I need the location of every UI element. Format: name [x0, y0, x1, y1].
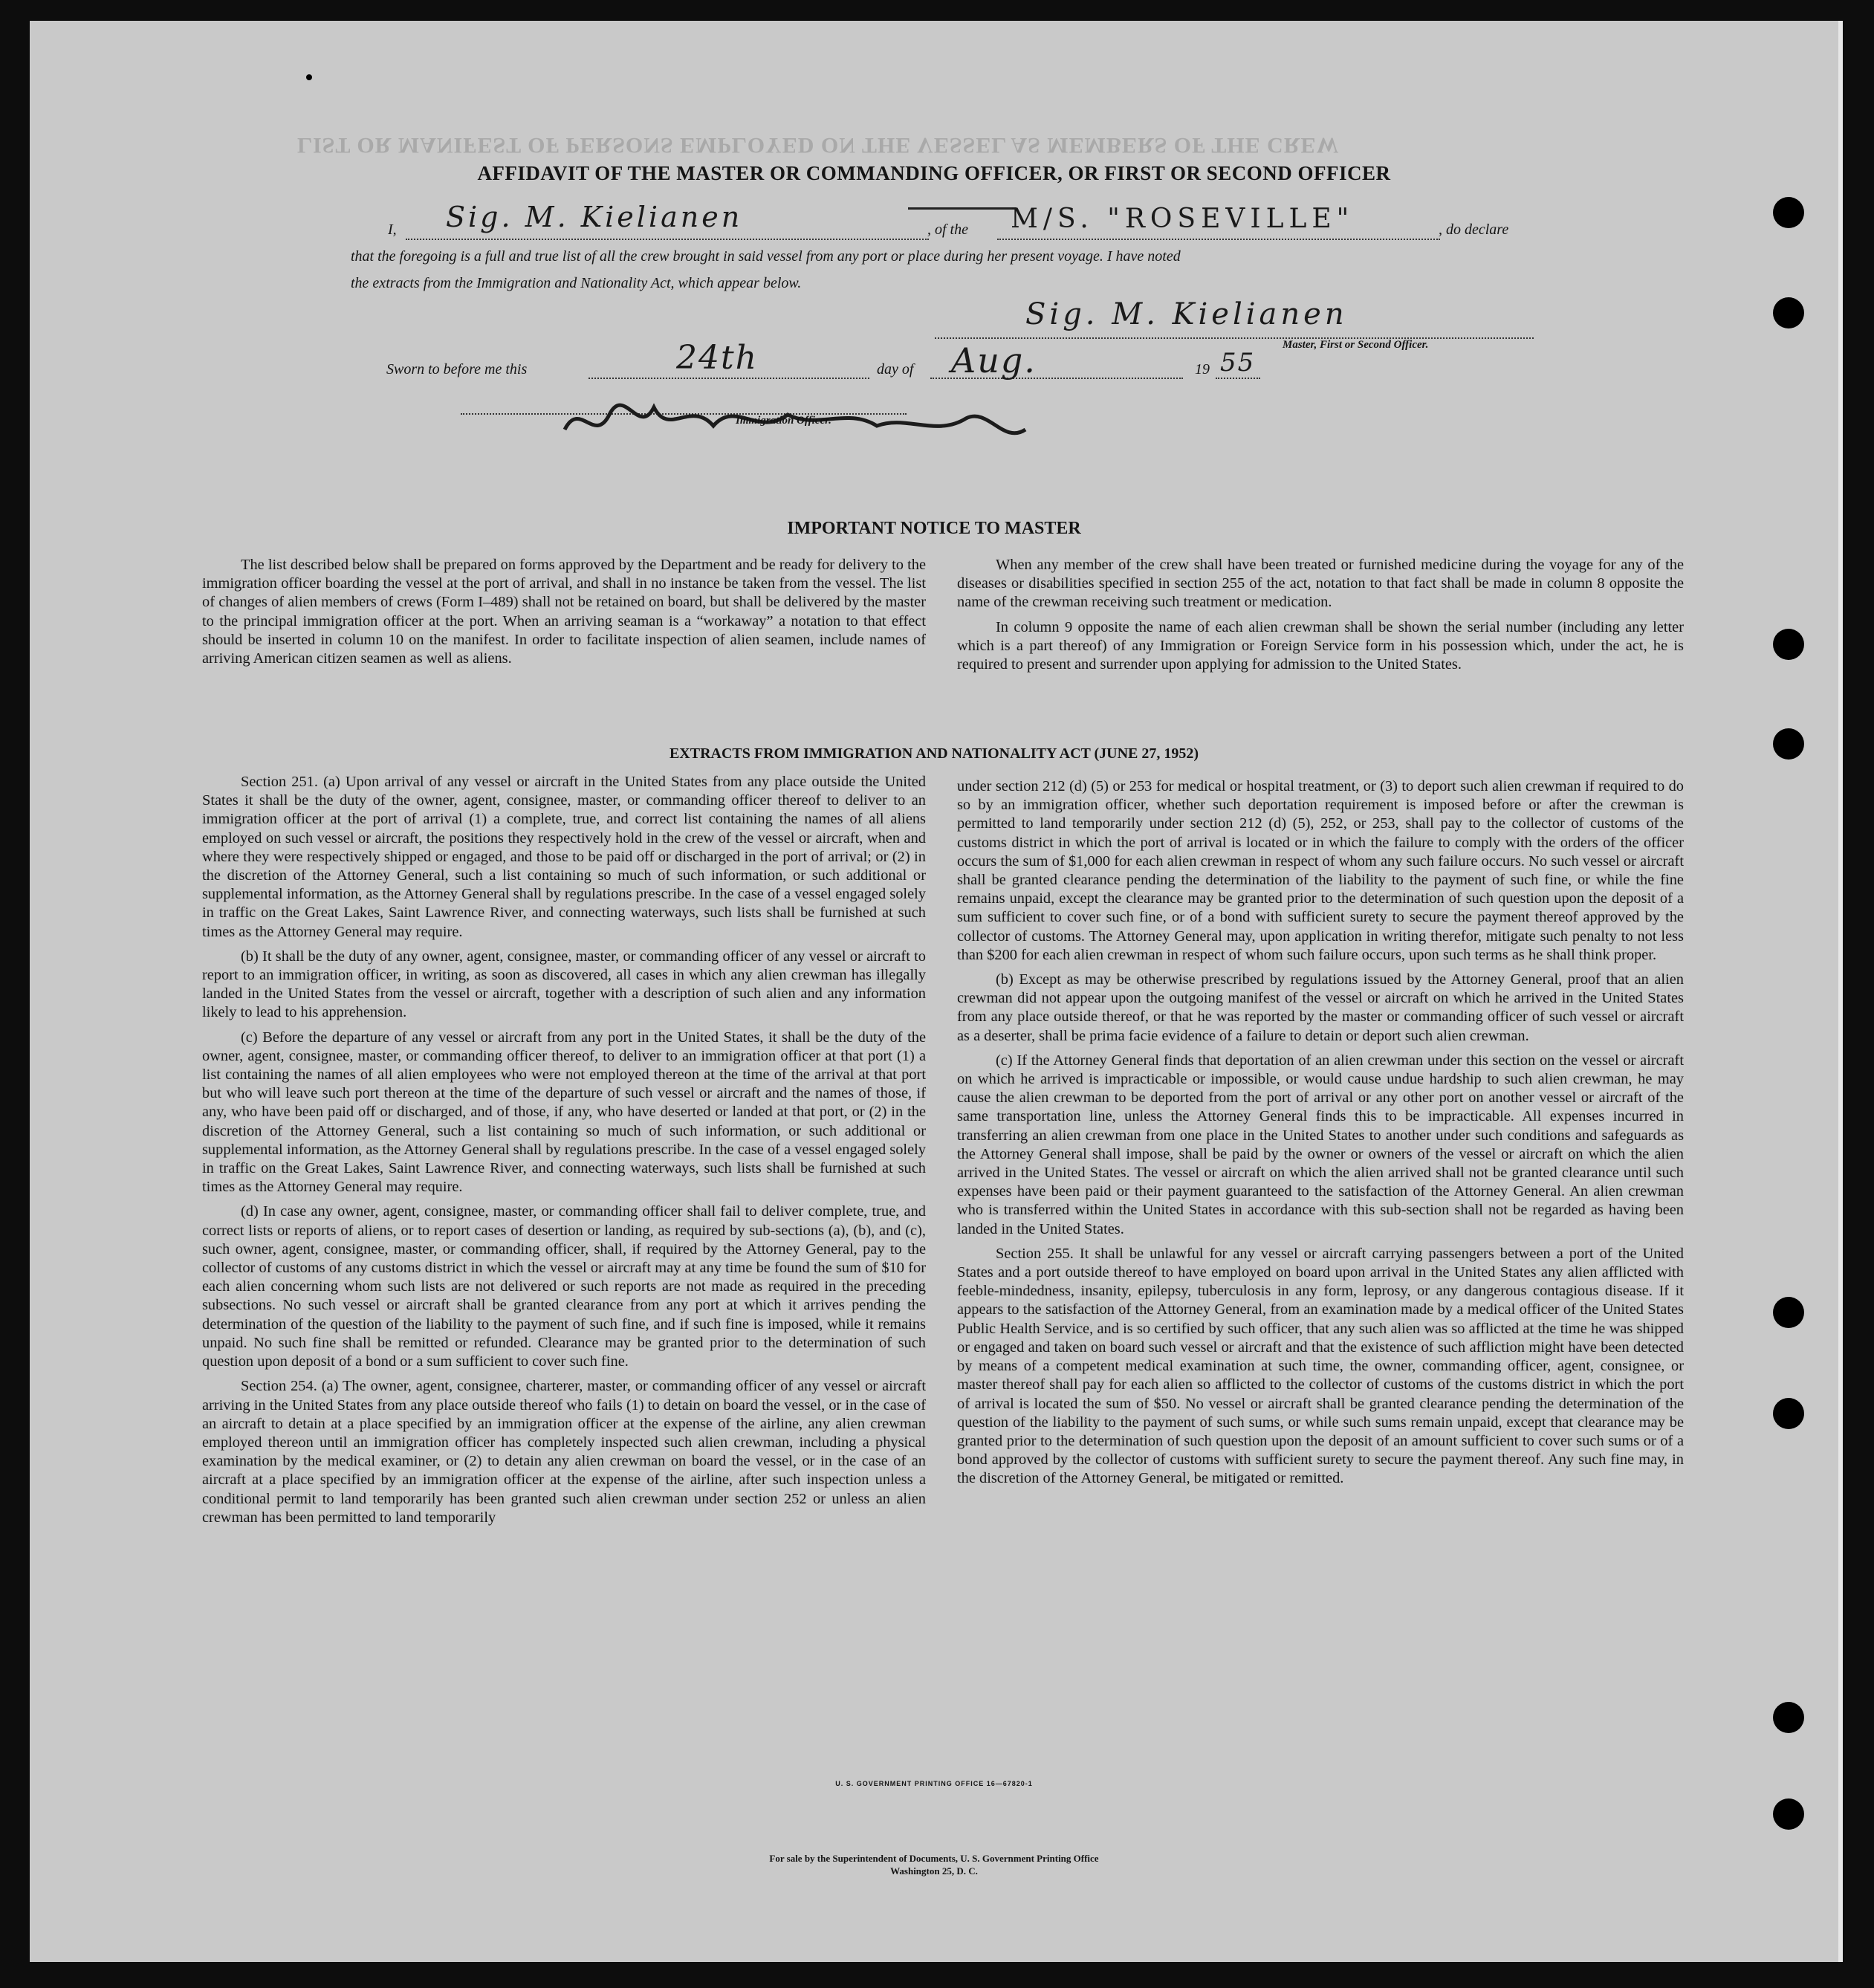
extracts-right-column	[957, 777, 1684, 1495]
year-handwriting: 55	[1220, 348, 1256, 378]
act-section-paragraph: Section 254. (a) The owner, agent, consignee, charterer, master, or commanding officer of any vessel or aircraft arriving in the United States from any place outside thereof who fails (1) to detain on board the vessel, or in the case of an aircraft to detain at a place specified by an immigration officer at the expense of the airline, any alien crewman employed thereon until an immigration officer has completely inspected such alien crewman, including a physical examination by the medical examiner, or (2) to detain any alien crewman on board the vessel, or in the case of an aircraft at a place specified by an immigration officer at the expense of the airline, after such inspection unless a conditional permit to land temporarily has been granted such alien crewman under section 252 or unless an alien crewman has been permitted to land temporarily	[202, 1378, 926, 1526]
binder-hole	[1773, 1398, 1804, 1429]
year-prefix: 19	[1195, 361, 1210, 378]
binder-hole	[1773, 297, 1804, 328]
act-section-paragraph: (b) Except as may be otherwise prescribed by regulations issued by the Attorney General, proof that an alien crewman did not appear upon the outgoing manifest of the vessel or aircraft on which he arrived in the United States from any place outside thereof, or that he was reported by the master or commanding officer of such vessel or aircraft as a deserter, shall be prima facie evidence of a failure to detain or deport such alien crewman.	[957, 971, 1684, 1044]
notice-paragraph: The list described below shall be prepared on forms approved by the Department and be ready for delivery to the immigration officer boarding the vessel at the port of arrival, and shall in no instance be taken from the vessel. The list of changes of alien members of crews (Form I–489) shall not be retained on board, but shall be delivered by the master to the principal immigration officer at the port. When an arriving seaman is a “workaway” a notation to that effect should be inserted in column 10 on the manifest. In order to facilitate inspection of alien seamen, include names of arriving American citizen seamen as well as aliens.	[202, 557, 926, 667]
officer-signature-caption: Immigration Officer.	[736, 415, 831, 427]
title-divider	[908, 207, 1017, 210]
master-signature-field	[935, 337, 1534, 339]
year-field	[1216, 378, 1260, 379]
act-section-paragraph: Section 255. It shall be unlawful for any vessel or aircraft carrying passengers between a port of the United States and a port outside thereof to have employed on board upon arrival in the United States any alien afflicted with feeble-mindedness, insanity, epilepsy, tuberculosis in any form, leprosy, or any dangerous contagious disease. If it appears to the satisfaction of the Attorney General, from an examination made by a medical officer of the United States Public Health Service, and is so certified by such officer, that any such alien was so afflicted at the time he was shipped or engaged and taken on board such vessel or aircraft and that the existence of such affliction might have been detected by means of a competent medical examination at such time, the owner, commanding officer, agent, consignee, or master thereof shall pay for each alien so afflicted to the collector of customs of the customs district in which the port of arrival is located the sum of $50. No vessel or aircraft shall be granted clearance pending the determination of the question of the liability to the payment of such sums, or while such sums remain unpaid, except that clearance may be granted prior to the determination of such question upon the deposit of an amount sufficient to cover such sums or of a bond approved by the collector of customs with sufficient surety to secure the payment thereof. Any such fine may, in the discretion of the Attorney General, be mitigated or remitted.	[957, 1245, 1684, 1487]
act-section-paragraph: (b) It shall be the duty of any owner, agent, consignee, master, or commanding officer of any vessel or aircraft to report to an immigration officer, in writing, as soon as discovered, all cases in which any alien crewman has illegally landed in the United States from the vessel or aircraft, together with a description of such alien and any information likely to lead to his apprehension.	[202, 948, 926, 1021]
affidavit-title: AFFIDAVIT OF THE MASTER OR COMMANDING OFFICER, OR FIRST OR SECOND OFFICER	[477, 162, 1391, 184]
declaration-line-3: the extracts from the Immigration and Nationality Act, which appear below.	[351, 275, 802, 291]
sale-notice-line-1: For sale by the Superintendent of Documents, U. S. Government Printing Office	[769, 1853, 1099, 1864]
master-signature-caption: Master, First or Second Officer.	[1283, 339, 1429, 351]
document-page	[30, 21, 1843, 1962]
binder-hole	[1773, 1297, 1804, 1328]
binder-hole	[1773, 197, 1804, 228]
notice-paragraph: When any member of the crew shall have been treated or furnished medicine during the voyage for any of the diseases or disabilities specified in section 255 of the act, notation to that fact shall be made in column 8 opposite the name of the crewman receiving such treatment or medication.	[957, 557, 1684, 611]
binder-hole	[1773, 1798, 1804, 1830]
sworn-month-handwriting: Aug.	[951, 340, 1037, 381]
sworn-day-of: day of	[877, 361, 914, 378]
sale-notice	[30, 1852, 1838, 1877]
bleed-through-text: LIST OR MANIFEST OF PERSONS EMPLOYED ON THE VESSEL AS MEMBERS OF THE CREW	[297, 133, 1340, 158]
act-section-paragraph: (c) Before the departure of any vessel or aircraft from any port in the United States, it shall be the duty of the owner, agent, consignee, master, or commanding officer thereof, to deliver to an immigration officer at that port (1) a list containing the names of all alien employees who were not employed thereon at the time of the arrival at that port but who will leave such port thereon at the time of the departure of such vessel or aircraft and the names of those, if any, who have been paid off or discharged, and of those, if any, who have deserted or landed at that port, or (2) in the discretion of the Attorney General, such a list containing so much of such information, or such additional or supplemental information, as the Attorney General shall by regulations prescribe. In the case of a vessel engaged solely in traffic on the Great Lakes, Saint Lawrence River, and connecting waterways, such lists shall be furnished at such times as the Attorney General may require.	[202, 1029, 926, 1196]
sworn-day-handwriting: 24th	[676, 339, 759, 377]
declaration-suffix: , do declare	[1439, 221, 1509, 238]
master-name-handwriting: Sig. M. Kielianen	[446, 201, 743, 233]
notice-paragraph: In column 9 opposite the name of each alien crewman shall be shown the serial number (including any letter which is a part thereof) of any Immigration or Foreign Service form in his possession which, under the act, he is required to present and surrender upon applying for admission to the United States.	[957, 618, 1684, 673]
sale-notice-line-2: Washington 25, D. C.	[890, 1865, 978, 1877]
sworn-day-field	[589, 378, 869, 379]
declaration-prefix: I,	[388, 221, 397, 238]
sworn-prefix: Sworn to before me this	[386, 361, 528, 378]
act-section-paragraph: (d) In case any owner, agent, consignee, master, or commanding officer shall fail to deliver complete, true, and correct lists or reports of aliens, or to report cases of desertion or landing, as required by sub-sections (a), (b), and (c), such owner, agent, consignee, master, or commanding officer, shall, if required by the Attorney General, pay to the collector of customs of any customs district in which the vessel or aircraft may at any time be found the sum of $10 for each alien concerning whom such lists are not delivered or such reports are not made as required in the preceding subsections. No such vessel or aircraft shall be granted clearance from any port at which it arrives pending the determination of the question of the liability to the payment of such fine, and if such fine is imposed, while it remains unpaid. No such fine shall be remitted or refunded. Clearance may be granted prior to the determination of such question upon deposit of a bond or a sum sufficient to cover such fine.	[202, 1203, 926, 1370]
declaration-mid: , of the	[927, 221, 968, 238]
notice-right-column	[957, 556, 1684, 680]
act-section-paragraph: (c) If the Attorney General finds that deportation of an alien crewman under this section on the vessel or aircraft on which he arrived is impracticable or impossible, or would cause undue hardship to such alien crewman, he may cause the alien crewman to be deported from the port of arrival or any other port on another vessel or aircraft of the same transportation line, unless the Attorney General finds this to be impracticable. All expenses incurred in transferring an alien crewman from one place in the United States to another under such conditions and safeguards as the Attorney General shall impose, shall be paid by the owner or owners of the vessel or aircraft on which the alien arrived in the United States. The vessel or aircraft on which the alien arrived shall not be granted clearance until such expenses have been paid or their payment guaranteed to the satisfaction of the Attorney General. An alien crewman who is transferred within the United States in accordance with this sub-section shall not be regarded as having been landed in the United States.	[957, 1052, 1684, 1237]
binder-hole	[1773, 1702, 1804, 1733]
extracts-title: EXTRACTS FROM IMMIGRATION AND NATIONALITY ACT (JUNE 27, 1952)	[669, 745, 1199, 762]
vessel-name-handwriting: M/S. "ROSEVILLE"	[1011, 204, 1355, 234]
notice-left-column	[202, 556, 926, 674]
printer-imprint: U. S. GOVERNMENT PRINTING OFFICE 16—67820-1	[835, 1780, 1033, 1787]
act-section-paragraph: under section 212 (d) (5) or 253 for medical or hospital treatment, or (3) to deport such alien crewman if required to do so by an immigration officer, whether such deportation requirement is imposed before or after the crewman is permitted to land temporarily under section 212 (d) (5), 252, or 253, shall pay to the collector of customs of the customs district in which the port of arrival is located or in which the failure to comply with the orders of the officer occurs the sum of $1,000 for each alien crewman in respect of whom any such failure occurs. No such vessel or aircraft shall be granted clearance pending the determination of the liability to the payment of such fine, or while the fine remains unpaid, except the clearance may be granted prior to the determination of such question upon the deposit of a sum sufficient to cover such fine, or of a bond with sufficient surety to secure the payment thereof approved by the collector of customs. The Attorney General may, upon application in writing therefor, mitigate such penalty to not less than $200 for each alien crewman in respect of whom such failure occurs, upon such terms as he shall think proper.	[957, 778, 1684, 963]
extracts-left-column	[202, 773, 926, 1533]
master-signature: Sig. M. Kielianen	[1025, 297, 1348, 331]
act-section-paragraph: Section 251. (a) Upon arrival of any vessel or aircraft in the United States from any place outside the United States it shall be the duty of the owner, agent, consignee, master, or commanding officer thereof to deliver to an immigration officer at the port of arrival (1) a complete, true, and correct list containing the names of all aliens employed on such vessel or aircraft, the positions they respectively hold in the crew of the vessel or aircraft, when and where they were respectively shipped or engaged, and those to be paid off or discharged in the port of arrival; or (2) in the discretion of the Attorney General, such a list containing so much of such information, or such additional or supplemental information, as the Attorney General shall by regulations prescribe. In the case of a vessel engaged solely in traffic on the Great Lakes, Saint Lawrence River, and connecting waterways, such lists shall be furnished at such times as the Attorney General may require.	[202, 774, 926, 940]
binder-hole	[1773, 629, 1804, 660]
master-name-field	[406, 239, 929, 240]
notice-title: IMPORTANT NOTICE TO MASTER	[787, 519, 1081, 538]
officer-signature	[594, 381, 679, 401]
vessel-name-field	[997, 239, 1440, 240]
declaration-line-2: that the foregoing is a full and true list of all the crew brought in said vessel from any port or place during her present voyage. I have noted	[351, 248, 1181, 265]
ink-speck	[306, 74, 312, 80]
